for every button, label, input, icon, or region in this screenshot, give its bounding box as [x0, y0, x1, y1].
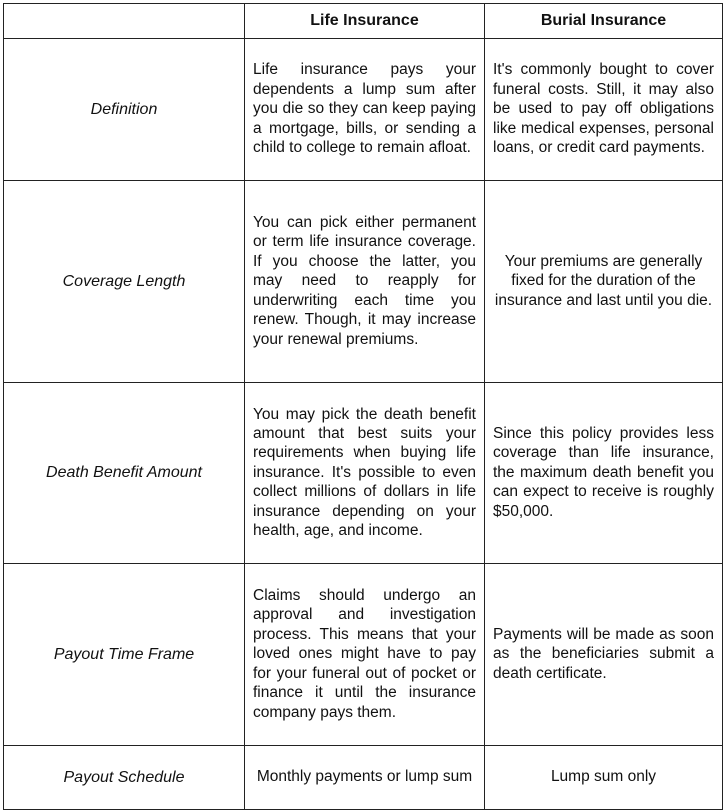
life-cell-death-benefit: You may pick the death benefit amount that best suits your requirements when buying life insurance. It's possible to even collect millions of dollars in life insurance depending on your health, age, and income.	[245, 383, 485, 564]
header-row	[4, 4, 723, 39]
burial-cell-death-benefit: Since this policy provides less coverage than life insurance, the maximum death benefit you can expect to receive is roughly $50,000.	[485, 383, 723, 564]
life-cell-definition: Life insurance pays your dependents a lump sum after you die so they can keep paying a mortgage, bills, or sending a child to college to remain afloat.	[245, 39, 485, 181]
life-cell-payout-time-frame: Claims should undergo an approval and investigation process. This means that your loved ones might have to pay for your funeral out of pocket or finance it until the insurance company pays them.	[245, 564, 485, 746]
burial-cell-coverage-length: Your premiums are generally fixed for the duration of the insurance and last until you die.	[485, 181, 723, 383]
row-label-coverage-length: Coverage Length	[4, 181, 245, 383]
burial-cell-definition: It's commonly bought to cover funeral costs. Still, it may also be used to pay off obligations like medical expenses, personal loans, or credit card payments.	[485, 39, 723, 181]
life-cell-payout-schedule: Monthly payments or lump sum	[245, 746, 485, 810]
row-label-death-benefit: Death Benefit Amount	[4, 383, 245, 564]
table-row-definition	[4, 39, 723, 181]
table-row-payout-time-frame	[4, 564, 723, 746]
life-cell-coverage-length: You can pick either permanent or term life insurance coverage. If you choose the latter, you may need to reapply for underwriting each time you renew. Though, it may increase your renewal premiums.	[245, 181, 485, 383]
table-row-payout-schedule	[4, 746, 723, 810]
comparison-table	[3, 3, 723, 810]
table-row-coverage-length	[4, 181, 723, 383]
row-label-definition: Definition	[4, 39, 245, 181]
table-row-death-benefit	[4, 383, 723, 564]
row-label-payout-time-frame: Payout Time Frame	[4, 564, 245, 746]
row-label-payout-schedule: Payout Schedule	[4, 746, 245, 810]
burial-insurance-header: Burial Insurance	[485, 4, 723, 39]
burial-cell-payout-time-frame: Payments will be made as soon as the beneficiaries submit a death certificate.	[485, 564, 723, 746]
life-insurance-header: Life Insurance	[245, 4, 485, 39]
burial-cell-payout-schedule: Lump sum only	[485, 746, 723, 810]
corner-header	[4, 4, 245, 39]
